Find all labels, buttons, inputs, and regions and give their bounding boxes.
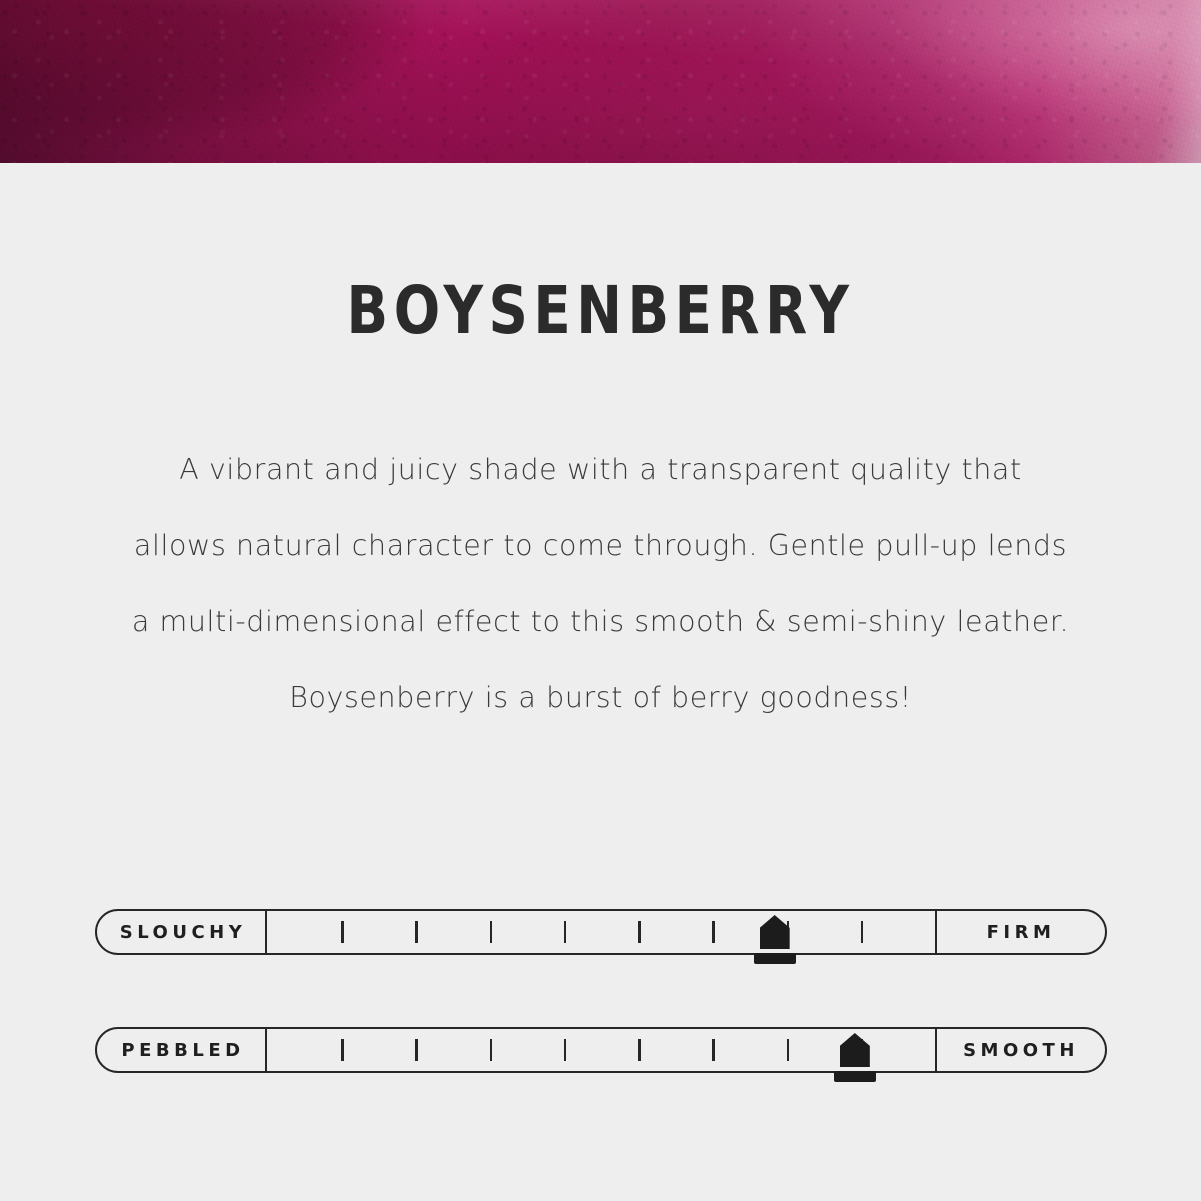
scale-tick: [787, 1039, 790, 1061]
description-line-4: Boysenberry is a burst of berry goodness!: [289, 681, 912, 714]
texture-scale[interactable]: [95, 1027, 1107, 1073]
page-title: BOYSENBERRY: [346, 272, 855, 349]
firmness-ticks: [267, 909, 935, 955]
firmness-right-label: FIRM: [935, 909, 1107, 955]
description-line-2: allows natural character to come through. Gentle pull-up lends: [133, 529, 1068, 562]
firmness-marker-base: [754, 953, 796, 964]
scale-tick: [490, 1039, 493, 1061]
scale-tick: [490, 921, 493, 943]
scale-tick: [341, 921, 344, 943]
texture-marker-base: [834, 1071, 876, 1082]
texture-marker[interactable]: [834, 1033, 876, 1091]
texture-right-label: SMOOTH: [935, 1027, 1107, 1073]
scale-tick: [415, 1039, 418, 1061]
scale-tick: [712, 921, 715, 943]
scale-tick: [712, 1039, 715, 1061]
scale-tick: [564, 921, 567, 943]
firmness-marker-pointer: [760, 915, 790, 949]
texture-left-label: PEBBLED: [95, 1027, 267, 1073]
scale-tick: [861, 921, 864, 943]
texture-marker-pointer: [840, 1033, 870, 1067]
description-line-3: a multi-dimensional effect to this smooth & semi-shiny leather.: [131, 605, 1070, 638]
description-line-1: A vibrant and juicy shade with a transparent quality that: [179, 453, 1022, 486]
scale-tick: [341, 1039, 344, 1061]
firmness-left-label: SLOUCHY: [95, 909, 267, 955]
swatch-sheen-overlay: [0, 0, 1201, 163]
scale-tick: [415, 921, 418, 943]
scale-tick: [638, 1039, 641, 1061]
description-text: [100, 432, 1101, 736]
scale-tick: [564, 1039, 567, 1061]
firmness-scale[interactable]: [95, 909, 1107, 955]
scale-tick: [638, 921, 641, 943]
leather-swatch-image: [0, 0, 1201, 163]
firmness-marker[interactable]: [754, 915, 796, 973]
